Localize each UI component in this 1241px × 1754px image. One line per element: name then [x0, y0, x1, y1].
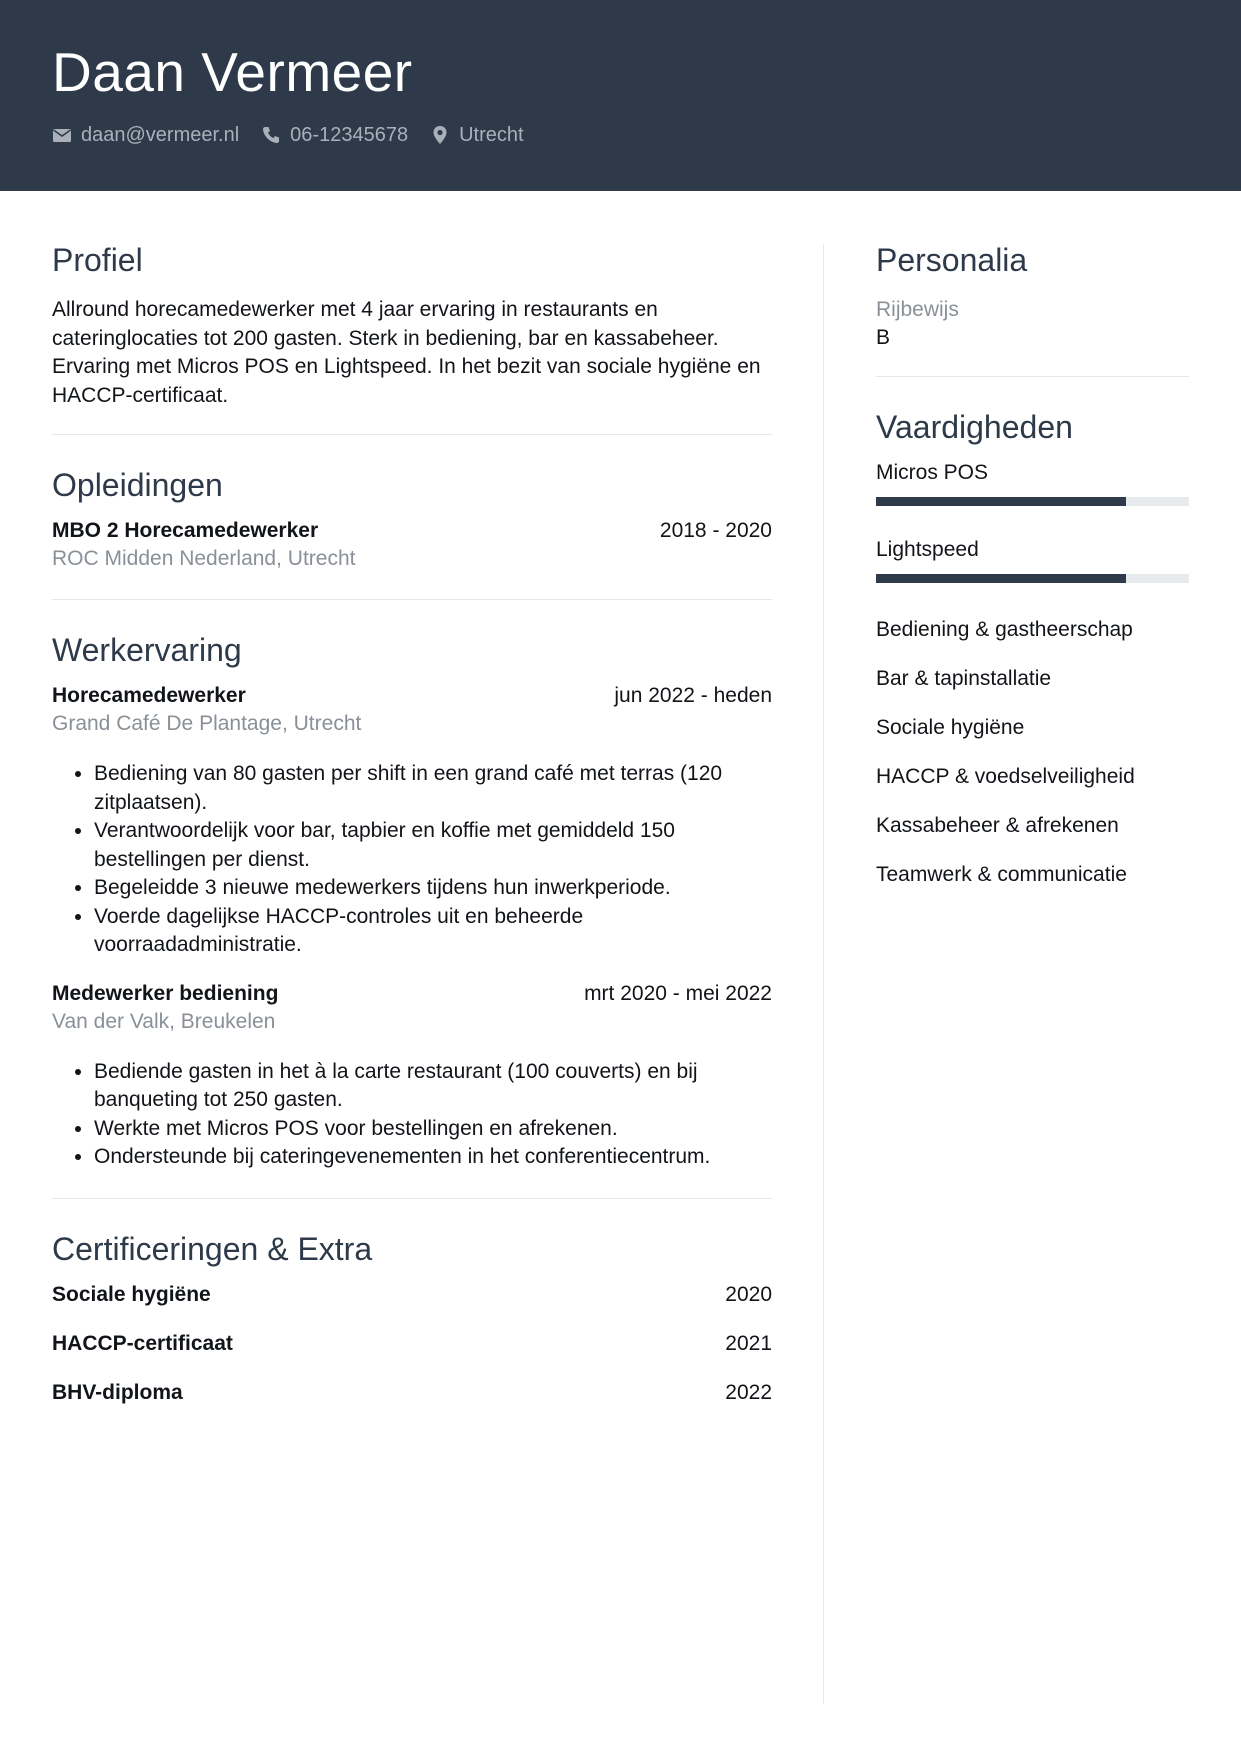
job-company: Grand Café De Plantage, Utrecht — [52, 712, 362, 735]
main-column — [52, 240, 772, 1407]
job-bullets — [52, 760, 772, 960]
skill-item: Bar & tapinstallatie — [876, 667, 1052, 690]
header-banner — [0, 0, 1241, 191]
map-marker-icon — [430, 125, 450, 145]
phone-icon — [261, 125, 281, 145]
section-title-personal: Personalia — [876, 242, 1028, 278]
job-item — [52, 980, 772, 1172]
profile-text: Allround horecamedewerker met 4 jaar ervaring in restaurants en cateringlocaties tot 200 gasten. Sterk in bediening, bar en kassabeheer. Ervaring met Micros POS en Lightspeed. In het bezit van sociale hygiëne en HACCP-certificaat. — [52, 298, 761, 407]
divider — [52, 599, 772, 600]
certification-year: 2020 — [725, 1282, 772, 1306]
skills-list — [876, 616, 1189, 889]
candidate-name: Daan Vermeer — [52, 41, 413, 103]
phone-text: 06-12345678 — [290, 123, 409, 146]
skill-level-bar — [876, 574, 1189, 583]
section-title-experience: Werkervaring — [52, 632, 242, 668]
job-role: Horecamedewerker — [52, 684, 246, 707]
certification-name: Sociale hygiëne — [52, 1282, 211, 1306]
job-row — [52, 980, 772, 1008]
certifications-section — [52, 1229, 772, 1407]
job-dates: mrt 2020 - mei 2022 — [584, 981, 772, 1005]
bullet-item: • Voerde dagelijkse HACCP-controles uit en beheerde voorraadadministratie. — [94, 903, 772, 960]
contact-phone[interactable] — [261, 124, 408, 147]
education-row — [52, 517, 772, 545]
email-text: daan@vermeer.nl — [81, 123, 240, 146]
section-title-certifications: Certificeringen & Extra — [52, 1230, 373, 1267]
job-bullets — [52, 1058, 772, 1172]
job-row — [52, 682, 772, 710]
profile-section — [52, 240, 772, 410]
experience-section — [52, 630, 772, 1172]
divider — [52, 434, 772, 435]
bullet-item: • Verantwoordelijk voor bar, tapbier en koffie met gemiddeld 150 bestellingen per dienst. — [94, 817, 772, 874]
job-company: Van der Valk, Breukelen — [52, 1009, 276, 1033]
bullet-item: • Werkte met Micros POS voor bestellingen en afrekenen. — [94, 1115, 772, 1144]
section-title-education: Opleidingen — [52, 467, 223, 503]
school-name: ROC Midden Nederland, Utrecht — [52, 547, 356, 570]
rated-skill — [876, 459, 1189, 506]
section-title-profile: Profiel — [52, 242, 143, 278]
license-value: B — [876, 326, 891, 349]
skill-level-bar — [876, 497, 1189, 506]
skill-item: Kassabeheer & afrekenen — [876, 814, 1119, 837]
bullet-item: • Ondersteunde bij cateringevenementen in het conferentiecentrum. — [94, 1143, 772, 1172]
certification-year: 2022 — [725, 1380, 772, 1404]
skill-item: Bediening & gastheerschap — [876, 618, 1133, 641]
job-role: Medewerker bediening — [52, 981, 279, 1005]
side-column — [876, 240, 1189, 889]
certification-row — [52, 1379, 772, 1407]
skill-item: Teamwerk & communicatie — [876, 863, 1127, 886]
contact-bar — [52, 122, 546, 148]
skills-section — [876, 407, 1189, 889]
education-dates: 2018 - 2020 — [659, 519, 772, 542]
skill-item: Sociale hygiëne — [876, 716, 1025, 739]
education-item — [52, 517, 772, 573]
skill-level-fill — [876, 574, 1126, 583]
location-text: Utrecht — [459, 123, 524, 146]
degree-title: MBO 2 Horecamedewerker — [52, 519, 319, 542]
personal-section — [876, 240, 1189, 352]
bullet-item: • Bediende gasten in het à la carte restaurant (100 couverts) en bij banqueting tot 250 gasten. — [94, 1058, 772, 1115]
certification-row — [52, 1330, 772, 1358]
divider — [876, 376, 1189, 377]
license-label: Rijbewijs — [876, 298, 959, 321]
divider — [52, 1198, 772, 1199]
rated-skill — [876, 536, 1189, 583]
job-item — [52, 682, 772, 960]
skill-name: Lightspeed — [876, 538, 979, 561]
job-dates: jun 2022 - heden — [614, 684, 772, 707]
envelope-icon — [52, 125, 72, 145]
contact-location — [430, 124, 523, 147]
skill-level-fill — [876, 497, 1126, 506]
certification-year: 2021 — [725, 1331, 772, 1355]
skill-name: Micros POS — [876, 461, 989, 484]
bullet-item: • Bediening van 80 gasten per shift in een grand café met terras (120 zitplaatsen). — [94, 760, 772, 817]
column-divider — [823, 244, 824, 1704]
certification-name: HACCP-certificaat — [52, 1331, 233, 1355]
contact-email[interactable] — [52, 124, 239, 147]
section-title-skills: Vaardigheden — [876, 409, 1073, 445]
certification-name: BHV-diploma — [52, 1380, 183, 1404]
education-section — [52, 465, 772, 573]
skill-item: HACCP & voedselveiligheid — [876, 765, 1135, 788]
bullet-item: • Begeleidde 3 nieuwe medewerkers tijdens hun inwerkperiode. — [94, 874, 772, 903]
certification-row — [52, 1281, 772, 1309]
